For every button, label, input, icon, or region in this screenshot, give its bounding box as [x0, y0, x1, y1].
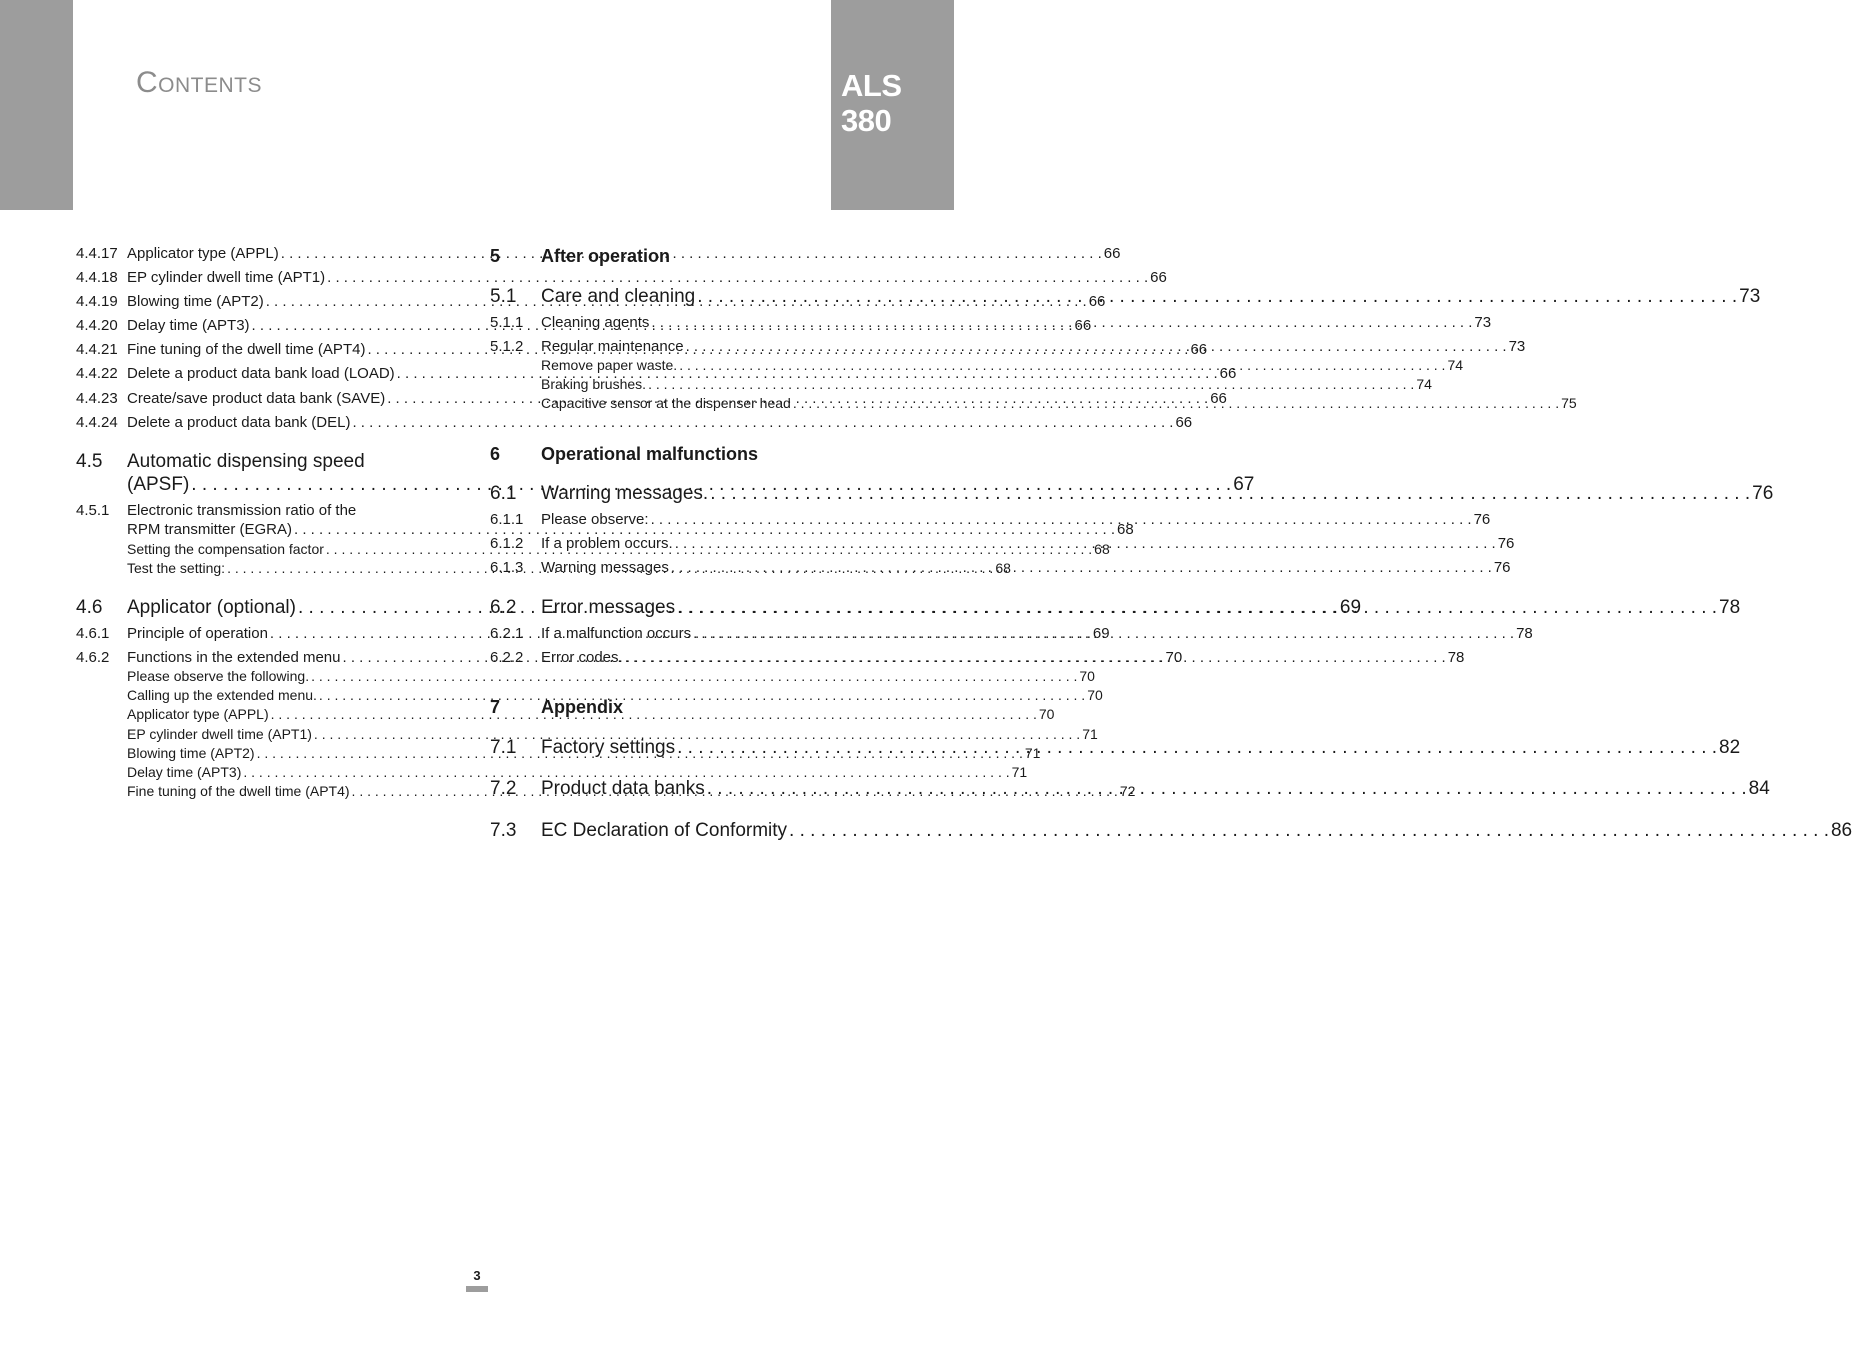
toc-entry-title: Delete a product data bank (DEL) — [127, 414, 351, 431]
toc-entry-number: 6.1.1 — [490, 511, 524, 528]
leader-dots — [697, 285, 1737, 309]
toc-section[interactable] — [76, 450, 463, 474]
toc-section-page: 76 — [1752, 483, 1774, 504]
toc-subentry-page: 74 — [1447, 357, 1464, 373]
toc-section[interactable] — [490, 819, 1852, 843]
toc-entry-number: 6.1.2 — [490, 535, 524, 552]
toc-entry-page: 66 — [1074, 317, 1092, 334]
toc-entry-page: 66 — [1088, 293, 1106, 310]
toc-entry-title: EP cylinder dwell time (APT1) — [127, 269, 326, 286]
toc-chapter-number: 6 — [490, 444, 501, 464]
leader-dots — [693, 624, 1514, 644]
toc-subentry-title: Applicator type (APPL) — [127, 706, 269, 722]
toc-entry-title: Fine tuning of the dwell time (APT4) — [127, 341, 366, 358]
toc-entry-page: 66 — [1175, 414, 1193, 431]
toc-subentry-page: 72 — [1119, 783, 1136, 799]
toc-entry-title: Electronic transmission ratio of the — [127, 502, 357, 519]
toc-section-title: Factory settings — [541, 737, 676, 758]
toc-subentry[interactable] — [490, 375, 1432, 394]
toc-entry-page: 73 — [1508, 338, 1526, 355]
toc-subentry-title: Test the setting: — [127, 560, 226, 576]
toc-entry-number: 5.1.1 — [490, 314, 524, 331]
toc-entry-page: 69 — [1092, 625, 1110, 642]
toc-subentry-title: Braking brushes. — [541, 376, 647, 392]
toc-chapter-number: 7 — [490, 697, 501, 717]
toc-chapter[interactable] — [490, 695, 876, 719]
toc-entry-title: Warning messages — [541, 559, 669, 576]
toc-subentry-page: 71 — [1024, 745, 1041, 761]
toc-section-page: 73 — [1739, 286, 1761, 307]
toc-entry-title: If a problem occurs. — [541, 535, 673, 552]
product-name — [841, 68, 902, 138]
toc-section-title: Product data banks — [541, 778, 705, 799]
toc-chapter-number: 5 — [490, 246, 501, 266]
toc-subentry-page: 68 — [1094, 541, 1110, 557]
toc-entry[interactable] — [76, 413, 1193, 433]
toc-section-title: Warning messages. — [541, 483, 709, 504]
toc-entry-page: 76 — [1497, 535, 1515, 552]
toc-entry-title: Functions in the extended menu — [127, 649, 341, 666]
toc-entry-number: 4.4.20 — [76, 317, 118, 334]
toc-entry-number: 4.6.1 — [76, 625, 110, 642]
toc-entry-number: 4.4.18 — [76, 269, 118, 286]
toc-subentry-page: 68 — [995, 560, 1011, 576]
toc-entry-page: 70 — [1165, 649, 1183, 666]
toc-entry-page: 66 — [1219, 365, 1237, 382]
toc-subentry-title: Fine tuning of the dwell time (APT4) — [127, 783, 350, 799]
product-name-line2: 380 — [841, 103, 892, 138]
toc-entry-number: 4.4.22 — [76, 365, 118, 382]
page-number: 3 — [473, 1268, 481, 1283]
toc-entry-number: 4.4.24 — [76, 414, 118, 431]
toc-entry-page: 76 — [1493, 559, 1511, 576]
toc-entry-title: Blowing time (APT2) — [127, 293, 264, 310]
toc-entry-number: 4.4.23 — [76, 390, 118, 407]
toc-section-number: 7.2 — [490, 778, 517, 799]
leader-dots — [789, 819, 1829, 843]
toc-section-title: Automatic dispensing speed — [127, 451, 365, 472]
toc-section-number: 6.2 — [490, 597, 517, 618]
toc-chapter[interactable] — [490, 244, 876, 268]
toc-entry-number: 6.2.2 — [490, 649, 524, 666]
toc-section-page: 86 — [1830, 820, 1852, 841]
toc-entry-page: 73 — [1474, 314, 1492, 331]
toc-subentry[interactable] — [76, 763, 1028, 782]
toc-entry-title: Create/save product data bank (SAVE) — [127, 390, 386, 407]
toc-entry-number: 4.6.2 — [76, 649, 110, 666]
toc-subentry[interactable] — [76, 686, 1103, 705]
toc-entry-title: Delay time (APT3) — [127, 317, 250, 334]
toc-subentry-page: 70 — [1038, 706, 1055, 722]
leader-dots — [625, 648, 1446, 668]
page-number-bar — [466, 1286, 488, 1292]
toc-section[interactable] — [490, 736, 1741, 760]
toc-entry-number: 6.1.3 — [490, 559, 524, 576]
toc-entry-title: If a malfunction occurs — [541, 625, 692, 642]
leader-dots — [677, 596, 1717, 620]
toc-subentry-page: 71 — [1011, 764, 1028, 780]
leader-dots — [648, 375, 1414, 394]
toc-section-page: 82 — [1719, 737, 1741, 758]
leader-dots — [651, 313, 1472, 333]
toc-section-title: Error messages — [541, 597, 676, 618]
toc-section-number: 4.5 — [76, 451, 103, 472]
toc-section-page: 84 — [1748, 778, 1770, 799]
toc-chapter-title: Operational malfunctions — [541, 444, 759, 464]
toc-subentry-title: Please observe the following. — [127, 668, 310, 684]
leader-dots — [671, 558, 1492, 578]
leader-dots — [793, 394, 1559, 413]
leader-dots — [311, 667, 1077, 686]
toc-section-number: 5.1 — [490, 286, 517, 307]
toc-entry-title: Please observe: — [541, 511, 649, 528]
toc-entry-number: 4.4.17 — [76, 245, 118, 262]
toc-entry-title: Principle of operation — [127, 625, 268, 642]
leader-dots — [677, 736, 1717, 760]
toc-section-page: 78 — [1719, 597, 1741, 618]
toc-entry-page: 66 — [1150, 269, 1167, 286]
toc-entry-title: Applicator type (APPL) — [127, 245, 279, 262]
toc-entry-page: 78 — [1447, 649, 1465, 666]
toc-subentry-page: 71 — [1082, 726, 1098, 742]
toc-entry-number: 5.1.2 — [490, 338, 524, 355]
page-title: Contents — [136, 66, 262, 99]
toc-subentry[interactable] — [76, 667, 1095, 686]
toc-section-title: EC Declaration of Conformity — [541, 820, 788, 841]
toc-subentry-page: 74 — [1416, 376, 1432, 392]
toc-entry-title: Regular maintenance — [541, 338, 684, 355]
toc-subentry-title: Setting the compensation factor — [127, 541, 324, 557]
toc-section-page: 67 — [1233, 474, 1255, 495]
toc-entry-continued[interactable] — [76, 520, 1134, 540]
toc-entry-page: 76 — [1473, 511, 1491, 528]
toc-entry-title: Cleaning agents — [541, 314, 650, 331]
toc-entry-page: 66 — [1190, 341, 1208, 358]
product-name-line1: ALS — [841, 68, 902, 103]
toc-entry-title-cont: RPM transmitter (EGRA) — [127, 521, 293, 538]
leader-dots — [675, 534, 1496, 554]
leader-dots — [651, 510, 1472, 530]
toc-entry-page: 68 — [1117, 521, 1134, 538]
toc-section-title: Applicator (optional) — [127, 597, 296, 618]
toc-subentry-page: 75 — [1561, 395, 1577, 411]
leader-dots — [686, 337, 1507, 357]
toc-entry-page: 66 — [1103, 245, 1121, 262]
toc-subentry-page: 70 — [1087, 687, 1103, 703]
toc-section-number: 4.6 — [76, 597, 103, 618]
toc-section-title-cont: (APSF) — [127, 474, 190, 495]
toc-entry-page: 66 — [1210, 390, 1227, 407]
toc-entry-number: 4.4.21 — [76, 341, 118, 358]
toc-entry-number: 4.4.19 — [76, 293, 118, 310]
leader-dots — [679, 356, 1445, 375]
leader-dots — [707, 777, 1747, 801]
toc-section-number: 6.1 — [490, 483, 517, 504]
leader-dots — [710, 482, 1750, 506]
toc-subentry-page: 70 — [1079, 668, 1095, 684]
toc-section-title: Care and cleaning — [541, 286, 696, 307]
toc-chapter[interactable] — [490, 442, 876, 466]
toc-entry-title: Delete a product data bank load (LOAD) — [127, 365, 395, 382]
toc-entry-number: 6.2.1 — [490, 625, 524, 642]
toc-section-page: 69 — [1339, 597, 1362, 618]
toc-section-number: 7.3 — [490, 820, 517, 841]
toc-subentry-title: Calling up the extended menu. — [127, 687, 317, 703]
toc-subentry[interactable] — [76, 725, 1098, 744]
leader-dots — [352, 413, 1173, 433]
toc-chapter-title: After operation — [541, 246, 671, 266]
toc-subentry-title: Remove paper waste. — [541, 357, 678, 373]
toc-section-number: 7.1 — [490, 737, 517, 758]
toc-entry[interactable] — [76, 501, 463, 521]
header-band-left — [0, 0, 73, 210]
toc-section[interactable] — [490, 777, 1770, 801]
toc-entry[interactable] — [76, 268, 1167, 288]
toc-entry-page: 78 — [1516, 625, 1533, 642]
toc-subentry-title: Blowing time (APT2) — [127, 745, 255, 761]
toc-chapter-title: Appendix — [541, 697, 624, 717]
toc-subentry-title: Capacitive sensor at the dispenser head — [541, 395, 791, 411]
toc-subentry-title: EP cylinder dwell time (APT1) — [127, 726, 312, 742]
toc-entry-title: Error codes. — [541, 649, 623, 666]
toc-entry-number: 4.5.1 — [76, 502, 110, 519]
toc-subentry-title: Delay time (APT3) — [127, 764, 242, 780]
